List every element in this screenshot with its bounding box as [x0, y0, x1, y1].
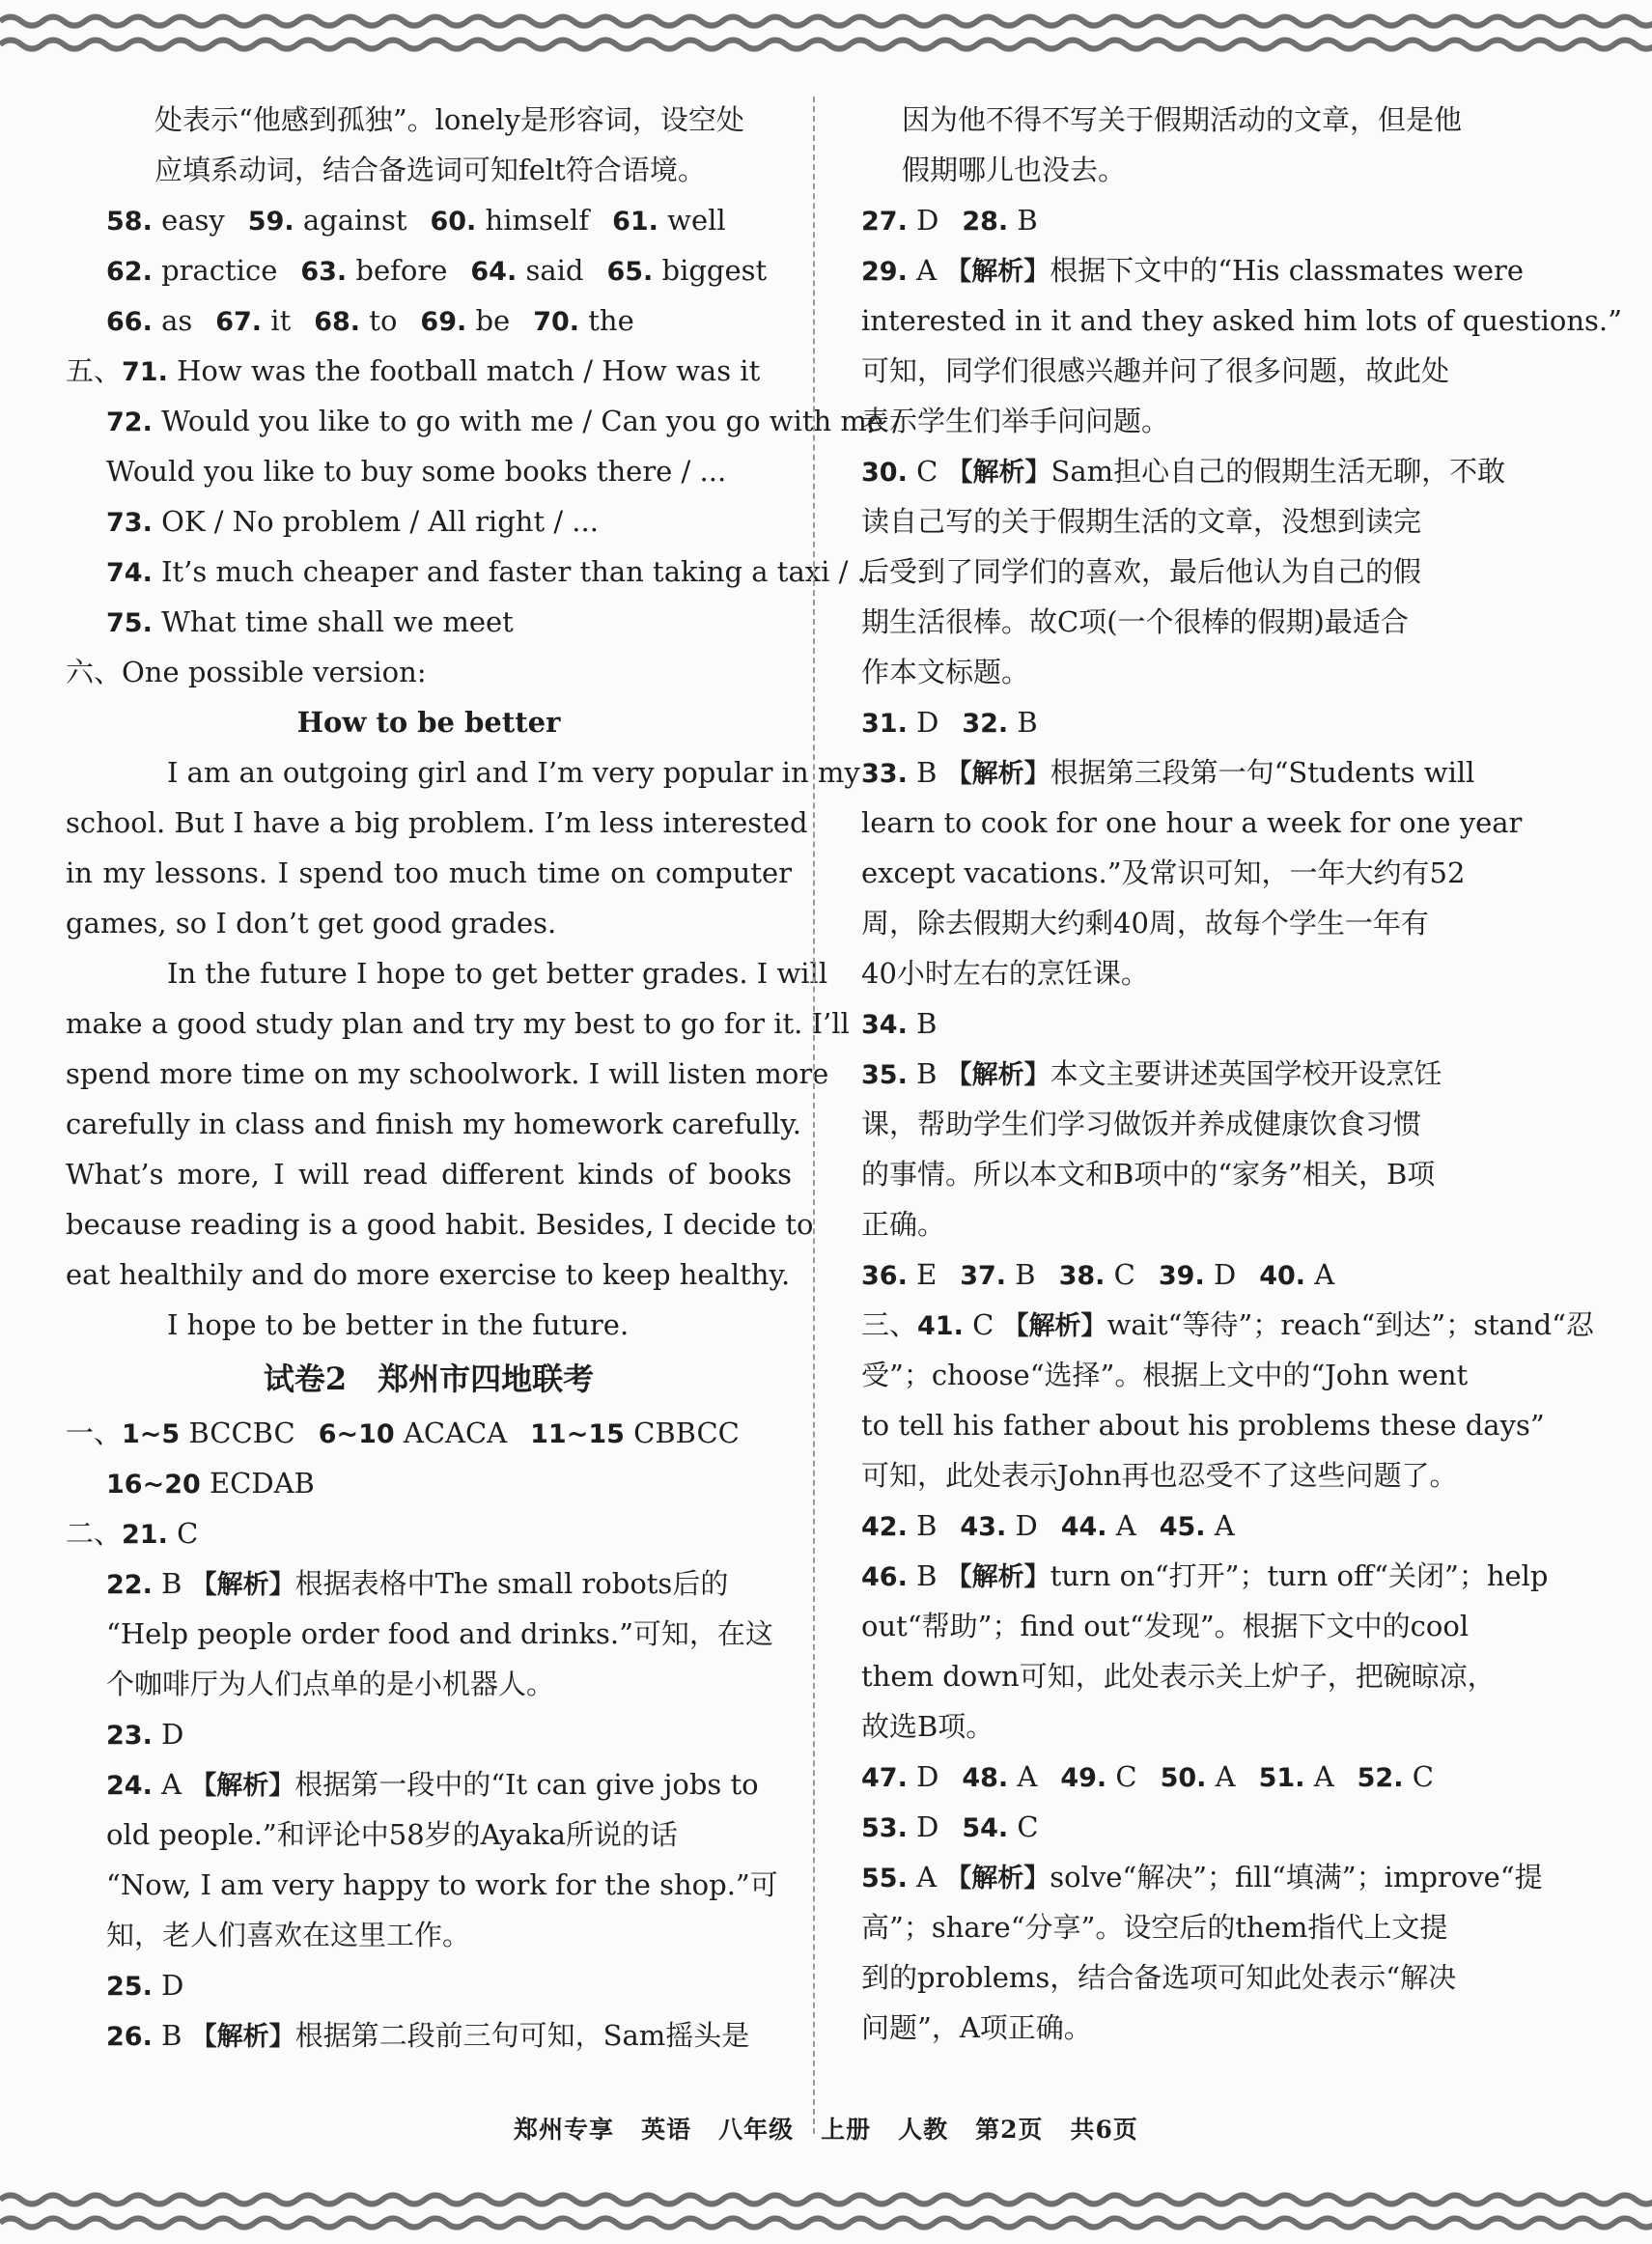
- question-number: 71.: [122, 357, 168, 387]
- answer-text: A: [1314, 1258, 1335, 1291]
- answer-line: [66, 597, 792, 647]
- line-text: 问题”，A项正确。: [861, 2011, 1092, 2044]
- line-text: “Now, I am very happy to work for the shop.”可: [106, 1868, 778, 1901]
- text-line: [66, 948, 828, 998]
- answer-text: C: [916, 455, 938, 488]
- section-title-text: 试卷2 郑州市四地联考: [263, 1360, 595, 1397]
- answer-text: well: [667, 204, 726, 237]
- line-text: 因为他不得不写关于假期活动的文章，但是他: [902, 103, 1463, 136]
- question-number: 26.: [106, 2022, 153, 2052]
- line-text: 假期哪儿也没去。: [902, 154, 1127, 186]
- text-line: [66, 1149, 792, 1199]
- section-marker: 二、: [66, 1517, 123, 1550]
- answer-text: before: [355, 254, 448, 287]
- answer-line: [66, 195, 792, 245]
- answer-text: What time shall we meet: [161, 605, 514, 638]
- top-wave-border: [0, 0, 1652, 87]
- answer-text: B: [916, 1007, 938, 1040]
- question-number: 29.: [861, 257, 908, 287]
- analysis-tag: 【解析】: [945, 1864, 1050, 1893]
- line-text: learn to cook for one hour a week for one year: [861, 806, 1523, 839]
- text-line: [861, 597, 1576, 647]
- question-number: 43.: [960, 1512, 1007, 1542]
- section-marker: 三、: [861, 1308, 918, 1341]
- text-line: [861, 1099, 1576, 1149]
- answer-text: B: [161, 1567, 182, 1600]
- question-number: 38.: [1058, 1261, 1106, 1291]
- question-number: 74.: [106, 558, 153, 588]
- text-line: [861, 95, 1576, 145]
- footer-item: 人教: [898, 2116, 949, 2144]
- question-number: 62.: [106, 257, 153, 287]
- text-line: [861, 898, 1576, 948]
- answer-line: [861, 1049, 1576, 1099]
- analysis-tag: 【解析】: [190, 2022, 295, 2052]
- text-line: [861, 2003, 1576, 2053]
- answer-text: C: [1017, 1810, 1039, 1843]
- question-number: 50.: [1160, 1763, 1207, 1793]
- answer-text: C: [972, 1308, 994, 1341]
- text-line: [66, 697, 792, 747]
- line-text: 个咖啡厅为人们点单的是小机器人。: [106, 1668, 555, 1700]
- answer-text: the: [588, 304, 634, 337]
- question-number: 55.: [861, 1864, 908, 1893]
- text-line: [66, 747, 860, 798]
- answer-text: CBBCC: [633, 1417, 740, 1449]
- footer-item: 上册: [821, 2116, 872, 2144]
- analysis-tag: 【解析】: [190, 1771, 295, 1801]
- line-text: carefully in class and finish my homework carefully.: [66, 1108, 802, 1140]
- text-line: [66, 1049, 829, 1099]
- line-text: 周，除去假期大约剩40周，故每个学生一年有: [861, 907, 1429, 940]
- explanation-text: 根据下文中的“His classmates were: [1050, 254, 1525, 287]
- text-line: [66, 647, 792, 697]
- question-number: 42.: [861, 1512, 908, 1542]
- answer-text: C: [1412, 1760, 1434, 1793]
- line-text: I am an outgoing girl and I’m very popular in my: [167, 756, 860, 789]
- text-line: [861, 346, 1576, 396]
- question-number: 33.: [861, 759, 908, 789]
- question-number: 21.: [122, 1520, 168, 1550]
- line-text: 高”；share“分享”。设空后的them指代上文提: [861, 1911, 1448, 1944]
- question-number: 48.: [962, 1763, 1009, 1793]
- footer-item: 八年级: [718, 2116, 795, 2144]
- answer-text: A: [916, 1861, 938, 1893]
- text-line: [66, 1860, 792, 1910]
- question-number: 51.: [1258, 1763, 1305, 1793]
- question-number: 16~20: [106, 1470, 201, 1500]
- answer-text: Would you like to go with me / Can you go with me /: [161, 405, 903, 437]
- column-divider: [813, 97, 815, 2134]
- answer-text: as: [161, 304, 193, 337]
- answer-line: [861, 1551, 1576, 1601]
- line-text: 作本文标题。: [861, 656, 1030, 688]
- text-line: [861, 798, 1576, 848]
- text-line: [861, 1350, 1576, 1400]
- text-line: [861, 396, 1576, 446]
- question-number: 69.: [420, 307, 467, 337]
- answer-line: [66, 1408, 792, 1458]
- answer-text: practice: [161, 254, 278, 287]
- analysis-tag: 【解析】: [946, 458, 1051, 488]
- question-number: 24.: [106, 1771, 153, 1801]
- line-text: in my lessons. I spend too much time on computer: [66, 856, 792, 889]
- line-text: 正确。: [861, 1208, 946, 1241]
- text-line: [66, 1199, 814, 1249]
- answer-text: D: [916, 1810, 939, 1843]
- question-number: 22.: [106, 1570, 153, 1600]
- answer-text: D: [161, 1718, 184, 1751]
- answer-text: A: [916, 254, 938, 287]
- explanation-text: Sam担心自己的假期生活无聊，不敢: [1050, 455, 1506, 488]
- text-line: [66, 898, 792, 948]
- answer-line: [861, 245, 1576, 295]
- explanation-text: 根据表格中The small robots后的: [294, 1567, 729, 1600]
- question-number: 65.: [606, 257, 654, 287]
- question-number: 46.: [861, 1562, 908, 1592]
- answer-text: ECDAB: [210, 1467, 315, 1500]
- text-line: [861, 145, 1576, 195]
- answer-line: [861, 1300, 1594, 1350]
- answer-line: [861, 998, 1576, 1049]
- question-number: 36.: [861, 1261, 908, 1291]
- question-number: 25.: [106, 1972, 153, 2002]
- question-number: 68.: [314, 307, 361, 337]
- answer-line: [861, 1752, 1576, 1802]
- question-number: 61.: [612, 207, 658, 237]
- answer-text: A: [1313, 1760, 1334, 1793]
- line-text: spend more time on my schoolwork. I will listen more: [66, 1057, 829, 1090]
- answer-line: [861, 195, 1576, 245]
- explanation-text: turn on“打开”；turn off“关闭”；help: [1050, 1559, 1549, 1592]
- text-line: [861, 948, 1576, 998]
- question-number: 30.: [861, 458, 908, 488]
- answer-text: B: [916, 1559, 938, 1592]
- bottom-wave-border: [0, 2157, 1652, 2244]
- answer-text: BCCBC: [188, 1417, 295, 1449]
- line-text: 可知，此处表示John再也忍受不了这些问题了。: [861, 1459, 1458, 1492]
- answer-text: B: [1017, 706, 1038, 739]
- explanation-text: 根据第三段第一句“Students will: [1050, 756, 1475, 789]
- answer-line: [66, 245, 792, 295]
- line-text: 到的problems，结合备选项可知此处表示“解决: [861, 1961, 1457, 1994]
- line-text: eat healthily and do more exercise to keep healthy.: [66, 1258, 791, 1291]
- line-text: In the future I hope to get better grades. I will: [167, 957, 828, 990]
- text-line: [66, 1249, 792, 1300]
- page-footer: [0, 2111, 1652, 2146]
- question-number: 23.: [106, 1721, 153, 1751]
- footer-item: 共6页: [1070, 2116, 1138, 2144]
- answer-text: himself: [485, 204, 590, 237]
- answer-text: B: [916, 756, 938, 789]
- answer-text: A: [1214, 1509, 1235, 1542]
- text-line: [861, 1701, 1576, 1752]
- line-text: “Help people order food and drinks.”可知，在这: [106, 1617, 773, 1650]
- question-number: 59.: [247, 207, 294, 237]
- text-line: [861, 547, 1576, 597]
- explanation-text: 根据第一段中的“It can give jobs to: [294, 1768, 759, 1801]
- answer-text: D: [916, 204, 939, 237]
- answer-text: A: [161, 1768, 182, 1801]
- line-text: interested in it and they asked him lots of questions.”: [861, 304, 1622, 337]
- question-number: 27.: [861, 207, 908, 237]
- line-text: 六、One possible version:: [66, 656, 427, 688]
- question-number: 73.: [106, 508, 153, 538]
- answer-text: it: [270, 304, 292, 337]
- right-column: [861, 95, 1622, 2053]
- line-text: 表示学生们举手问问题。: [861, 405, 1170, 437]
- answer-line: [861, 1852, 1576, 1902]
- answer-text: B: [1015, 1258, 1036, 1291]
- text-line: [861, 848, 1576, 898]
- line-text: 知，老人们喜欢在这里工作。: [106, 1919, 471, 1951]
- question-number: 54.: [962, 1813, 1009, 1843]
- answer-line: [861, 1501, 1576, 1551]
- question-number: 75.: [106, 608, 153, 638]
- answer-text: easy: [161, 204, 225, 237]
- answer-text: to: [369, 304, 398, 337]
- answer-line: [66, 346, 792, 396]
- section-title: [66, 1350, 792, 1408]
- explanation-text: 根据第二段前三句可知，Sam摇头是: [294, 2019, 750, 2052]
- analysis-tag: 【解析】: [190, 1570, 295, 1600]
- footer-item: 英语: [641, 2116, 692, 2144]
- answer-line: [861, 747, 1576, 798]
- answer-text: D: [916, 706, 939, 739]
- explanation-text: wait“等待”；reach“到达”；stand“忍: [1106, 1308, 1594, 1341]
- answer-text: D: [1015, 1509, 1038, 1542]
- text-line: [861, 1149, 1576, 1199]
- answer-line: [861, 1802, 1576, 1852]
- explanation-text: 本文主要讲述英国学校开设烹饪: [1050, 1057, 1442, 1090]
- text-line: [66, 848, 792, 898]
- question-number: 60.: [430, 207, 477, 237]
- text-line: [66, 1910, 792, 1960]
- line-text: 应填系动词，结合备选词可知felt符合语境。: [154, 154, 706, 186]
- question-number: 58.: [106, 207, 153, 237]
- text-line: [66, 1609, 792, 1659]
- line-text: I hope to be better in the future.: [167, 1308, 630, 1341]
- answer-line: [66, 496, 792, 547]
- text-line: [861, 1651, 1576, 1701]
- question-number: 53.: [861, 1813, 908, 1843]
- analysis-tag: 【解析】: [945, 1562, 1050, 1592]
- text-line: [861, 1450, 1576, 1501]
- question-number: 31.: [861, 709, 908, 739]
- question-number: 40.: [1259, 1261, 1306, 1291]
- answer-line: [66, 295, 792, 346]
- answer-text: be: [475, 304, 511, 337]
- line-text: to tell his father about his problems these days”: [861, 1409, 1545, 1442]
- answer-text: ACACA: [403, 1417, 508, 1449]
- line-text: old people.”和评论中58岁的Ayaka所说的话: [106, 1818, 678, 1851]
- analysis-tag: 【解析】: [1002, 1311, 1107, 1341]
- section-marker: 五、: [66, 354, 123, 387]
- text-line: [66, 95, 792, 145]
- question-number: 34.: [861, 1010, 908, 1040]
- text-line: [861, 1902, 1576, 1952]
- question-number: 70.: [533, 307, 580, 337]
- answer-text: C: [1115, 1760, 1137, 1793]
- text-line: [861, 1199, 1576, 1249]
- line-text: Would you like to buy some books there / ...: [106, 455, 727, 488]
- answer-text: C: [177, 1517, 199, 1550]
- question-number: 44.: [1060, 1512, 1107, 1542]
- answer-line: [66, 547, 884, 597]
- answer-line: [66, 396, 903, 446]
- question-number: 63.: [300, 257, 348, 287]
- answer-text: OK / No problem / All right / ...: [161, 505, 599, 538]
- question-number: 28.: [962, 207, 1009, 237]
- line-text: 读自己写的关于假期生活的文章，没想到读完: [861, 505, 1422, 538]
- line-text: 后受到了同学们的喜欢，最后他认为自己的假: [861, 555, 1422, 588]
- question-number: 64.: [470, 257, 518, 287]
- question-number: 52.: [1357, 1763, 1404, 1793]
- line-text: 课，帮助学生们学习做饭并养成健康饮食习惯: [861, 1108, 1422, 1140]
- line-text: 可知，同学们很感兴趣并问了很多问题，故此处: [861, 354, 1450, 387]
- question-number: 35.: [861, 1060, 908, 1090]
- line-text: except vacations.”及常识可知，一年大约有52: [861, 856, 1466, 889]
- answer-text: said: [525, 254, 584, 287]
- text-line: [66, 446, 792, 496]
- analysis-tag: 【解析】: [945, 257, 1050, 287]
- text-line: [66, 1809, 792, 1860]
- footer-item: 第2页: [975, 2116, 1044, 2144]
- answer-text: D: [1213, 1258, 1237, 1291]
- answer-line: [66, 1709, 792, 1759]
- section-marker: 一、: [66, 1417, 123, 1449]
- line-text: them down可知，此处表示关上炉子，把碗晾凉，: [861, 1660, 1496, 1693]
- answer-line: [66, 1458, 792, 1508]
- text-line: [66, 1099, 802, 1149]
- answer-text: against: [302, 204, 407, 237]
- answer-text: B: [1017, 204, 1038, 237]
- question-number: 32.: [962, 709, 1009, 739]
- answer-line: [66, 1960, 792, 2010]
- answer-text: How was the football match / How was it: [177, 354, 761, 387]
- text-line: [861, 1952, 1576, 2003]
- line-text: 期生活很棒。故C项(一个很棒的假期)最适合: [861, 605, 1409, 638]
- answer-text: B: [916, 1057, 938, 1090]
- answer-text: A: [1215, 1760, 1236, 1793]
- text-line: [861, 1400, 1576, 1450]
- answer-text: B: [161, 2019, 182, 2052]
- text-line: [861, 295, 1622, 346]
- text-line: [66, 1659, 792, 1709]
- question-number: 1~5: [122, 1419, 181, 1449]
- answer-text: D: [161, 1969, 184, 2002]
- line-text: 故选B项。: [861, 1710, 994, 1743]
- answer-text: B: [916, 1509, 938, 1542]
- line-text: 处表示“他感到孤独”。lonely是形容词，设空处: [154, 103, 744, 136]
- question-number: 39.: [1158, 1261, 1205, 1291]
- line-text: out“帮助”；find out“发现”。根据下文中的cool: [861, 1610, 1470, 1642]
- question-number: 66.: [106, 307, 153, 337]
- line-text: make a good study plan and try my best to go for it. I’ll: [66, 1007, 850, 1040]
- line-text: school. But I have a big problem. I’m less interested: [66, 806, 808, 839]
- text-line: [66, 798, 808, 848]
- line-text: because reading is a good habit. Besides, I decide to: [66, 1208, 814, 1241]
- answer-line: [66, 2010, 792, 2061]
- answer-line: [66, 1508, 792, 1558]
- line-text: What’s more, I will read different kinds of books: [66, 1158, 792, 1191]
- line-text: games, so I don’t get good grades.: [66, 907, 557, 940]
- answer-text: A: [1017, 1760, 1038, 1793]
- question-number: 37.: [960, 1261, 1007, 1291]
- answer-text: It’s much cheaper and faster than taking a taxi / ...: [161, 555, 884, 588]
- question-number: 6~10: [318, 1419, 395, 1449]
- text-line: [66, 1300, 792, 1350]
- answer-text: D: [916, 1760, 939, 1793]
- answer-line: [861, 697, 1576, 747]
- text-line: [861, 647, 1576, 697]
- text-line: [66, 998, 850, 1049]
- question-number: 45.: [1159, 1512, 1206, 1542]
- answer-text: E: [916, 1258, 938, 1291]
- line-text: 40小时左右的烹饪课。: [861, 957, 1149, 990]
- text-line: [861, 1601, 1576, 1651]
- answer-text: C: [1113, 1258, 1135, 1291]
- answer-line: [861, 1249, 1576, 1300]
- question-number: 41.: [917, 1311, 964, 1341]
- line-text: 受”；choose“选择”。根据上文中的“John went: [861, 1359, 1469, 1391]
- question-number: 67.: [215, 307, 263, 337]
- question-number: 11~15: [530, 1419, 625, 1449]
- answer-text: A: [1115, 1509, 1136, 1542]
- question-number: 47.: [861, 1763, 908, 1793]
- line-text: 的事情。所以本文和B项中的“家务”相关，B项: [861, 1158, 1436, 1191]
- text-line: [66, 145, 792, 195]
- answer-text: biggest: [661, 254, 768, 287]
- analysis-tag: 【解析】: [945, 1060, 1050, 1090]
- question-number: 72.: [106, 407, 153, 437]
- line-text: How to be better: [296, 706, 561, 739]
- explanation-text: solve“解决”；fill“填满”；improve“提: [1050, 1861, 1543, 1893]
- answer-line: [66, 1759, 792, 1809]
- answer-line: [66, 1558, 792, 1609]
- footer-item: 郑州专享: [514, 2116, 615, 2144]
- analysis-tag: 【解析】: [945, 759, 1050, 789]
- text-line: [861, 496, 1576, 547]
- question-number: 49.: [1060, 1763, 1107, 1793]
- answer-line: [861, 446, 1576, 496]
